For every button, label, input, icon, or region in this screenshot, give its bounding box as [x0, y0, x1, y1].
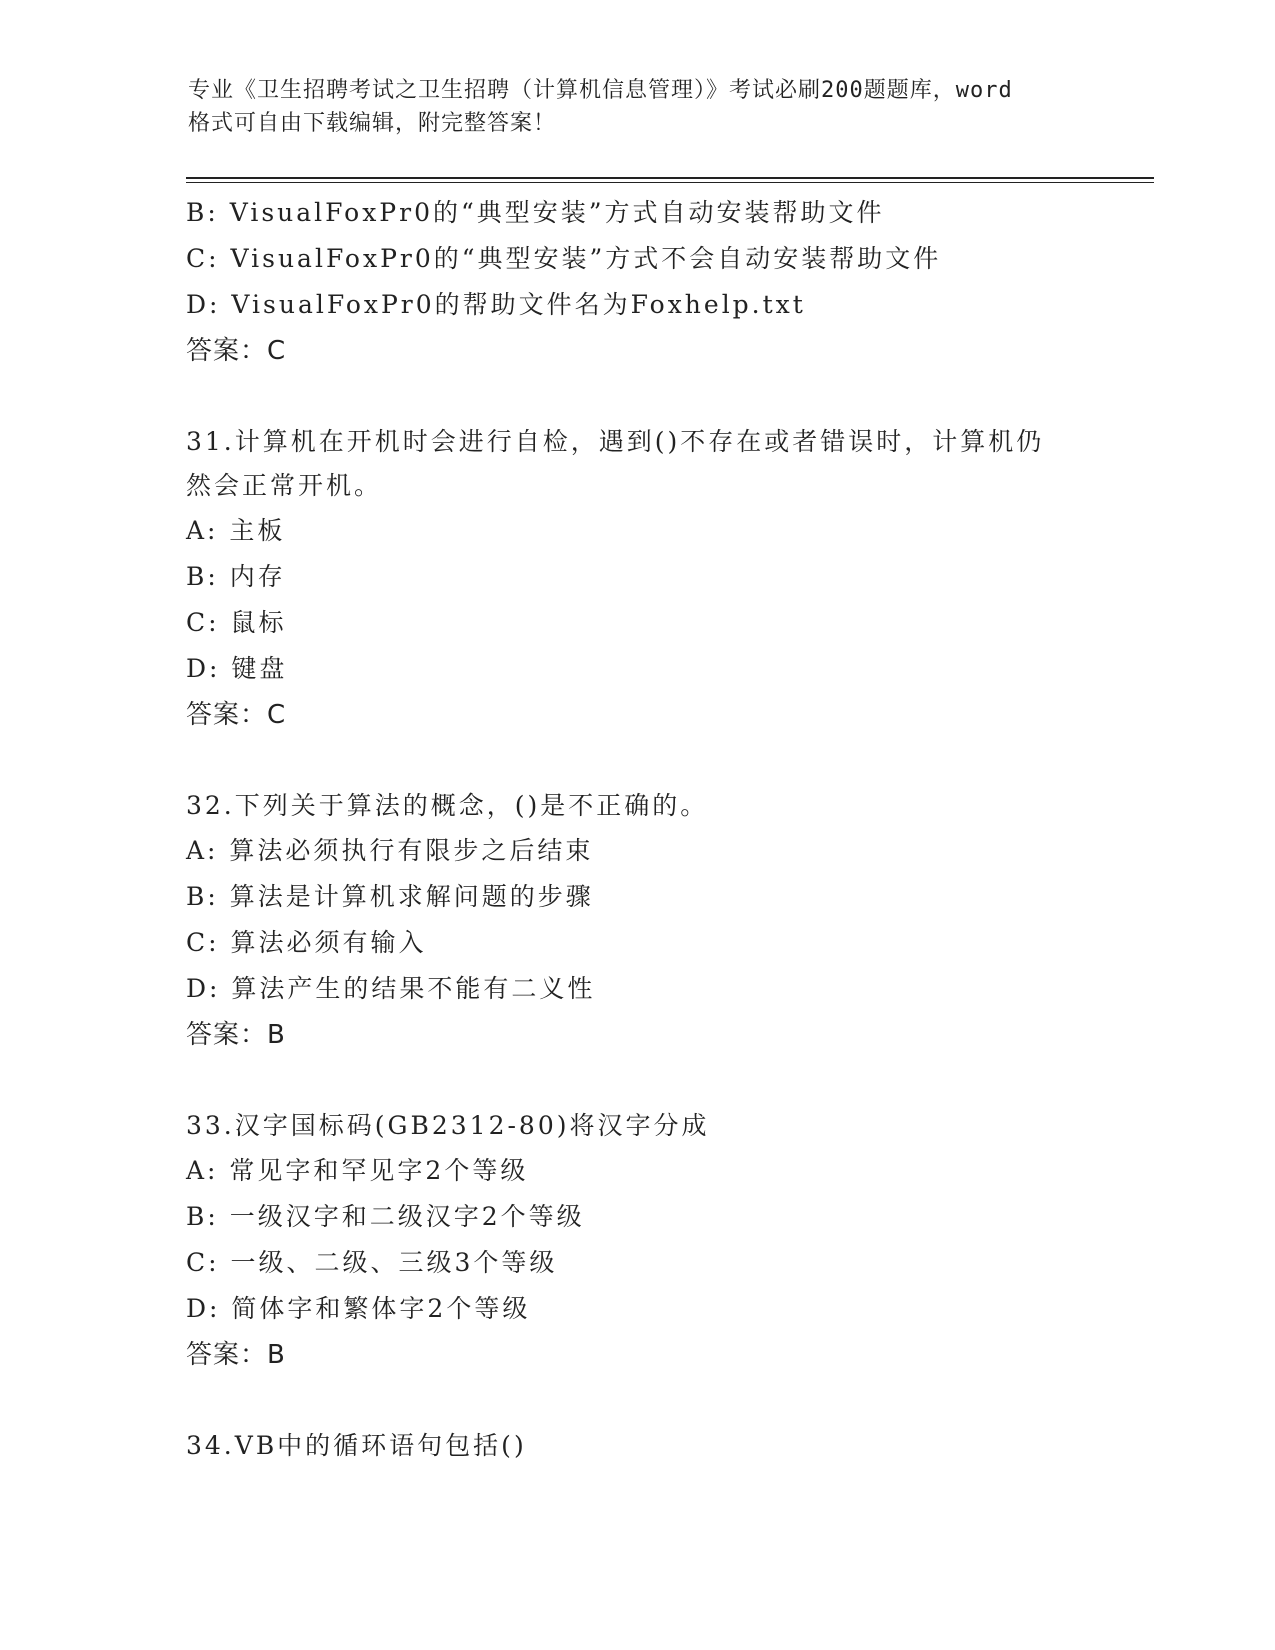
answer-line: 答案：C — [186, 700, 287, 730]
option-d: D: 算法产生的结果不能有二义性 — [186, 974, 596, 1003]
option-c: C: VisualFoxPr0的“典型安装”方式不会自动安装帮助文件 — [186, 244, 942, 273]
option-c: C: 算法必须有输入 — [186, 928, 427, 957]
question-31 — [186, 420, 1086, 738]
header-divider-thin — [186, 182, 1154, 183]
question-32 — [186, 784, 1086, 1058]
option-b: B: VisualFoxPr0的“典型安装”方式自动安装帮助文件 — [186, 198, 885, 227]
option-a: A: 算法必须执行有限步之后结束 — [186, 836, 594, 865]
option-c: C: 鼠标 — [186, 608, 287, 637]
answer-line: 答案：B — [186, 1020, 286, 1050]
option-a: A: 常见字和罕见字2个等级 — [186, 1156, 529, 1185]
option-c: C: 一级、二级、三级3个等级 — [186, 1248, 558, 1277]
option-d: D: 简体字和繁体字2个等级 — [186, 1294, 531, 1323]
question-stem: 34.VB中的循环语句包括() — [186, 1431, 527, 1460]
option-a: A: 主板 — [186, 516, 286, 545]
question-stem-line-2: 然会正常开机。 — [186, 471, 383, 500]
header-divider-thick — [186, 177, 1154, 179]
question-34 — [186, 1424, 1086, 1468]
header-line-2: 格式可自由下载编辑，附完整答案！ — [188, 111, 557, 136]
answer-line: 答案：B — [186, 1340, 286, 1370]
question-stem — [186, 420, 1086, 508]
answer-line: 答案：C — [186, 336, 287, 366]
header-line-1: 专业《卫生招聘考试之卫生招聘（计算机信息管理）》考试必刷200题题库，word — [188, 78, 1013, 103]
question-stem-line-1: 31.计算机在开机时会进行自检，遇到()不存在或者错误时，计算机仍 — [186, 427, 1045, 456]
question-list — [186, 190, 1086, 1468]
option-b: B: 内存 — [186, 562, 286, 591]
option-d: D: 键盘 — [186, 654, 288, 683]
option-d: D: VisualFoxPr0的帮助文件名为Foxhelp.txt — [186, 290, 806, 319]
document-header — [188, 74, 1088, 140]
question-30-continued — [186, 190, 1086, 374]
question-stem: 32.下列关于算法的概念，()是不正确的。 — [186, 791, 709, 820]
option-b: B: 一级汉字和二级汉字2个等级 — [186, 1202, 585, 1231]
question-33 — [186, 1104, 1086, 1378]
question-stem: 33.汉字国标码(GB2312-80)将汉字分成 — [186, 1111, 710, 1140]
option-b: B: 算法是计算机求解问题的步骤 — [186, 882, 594, 911]
